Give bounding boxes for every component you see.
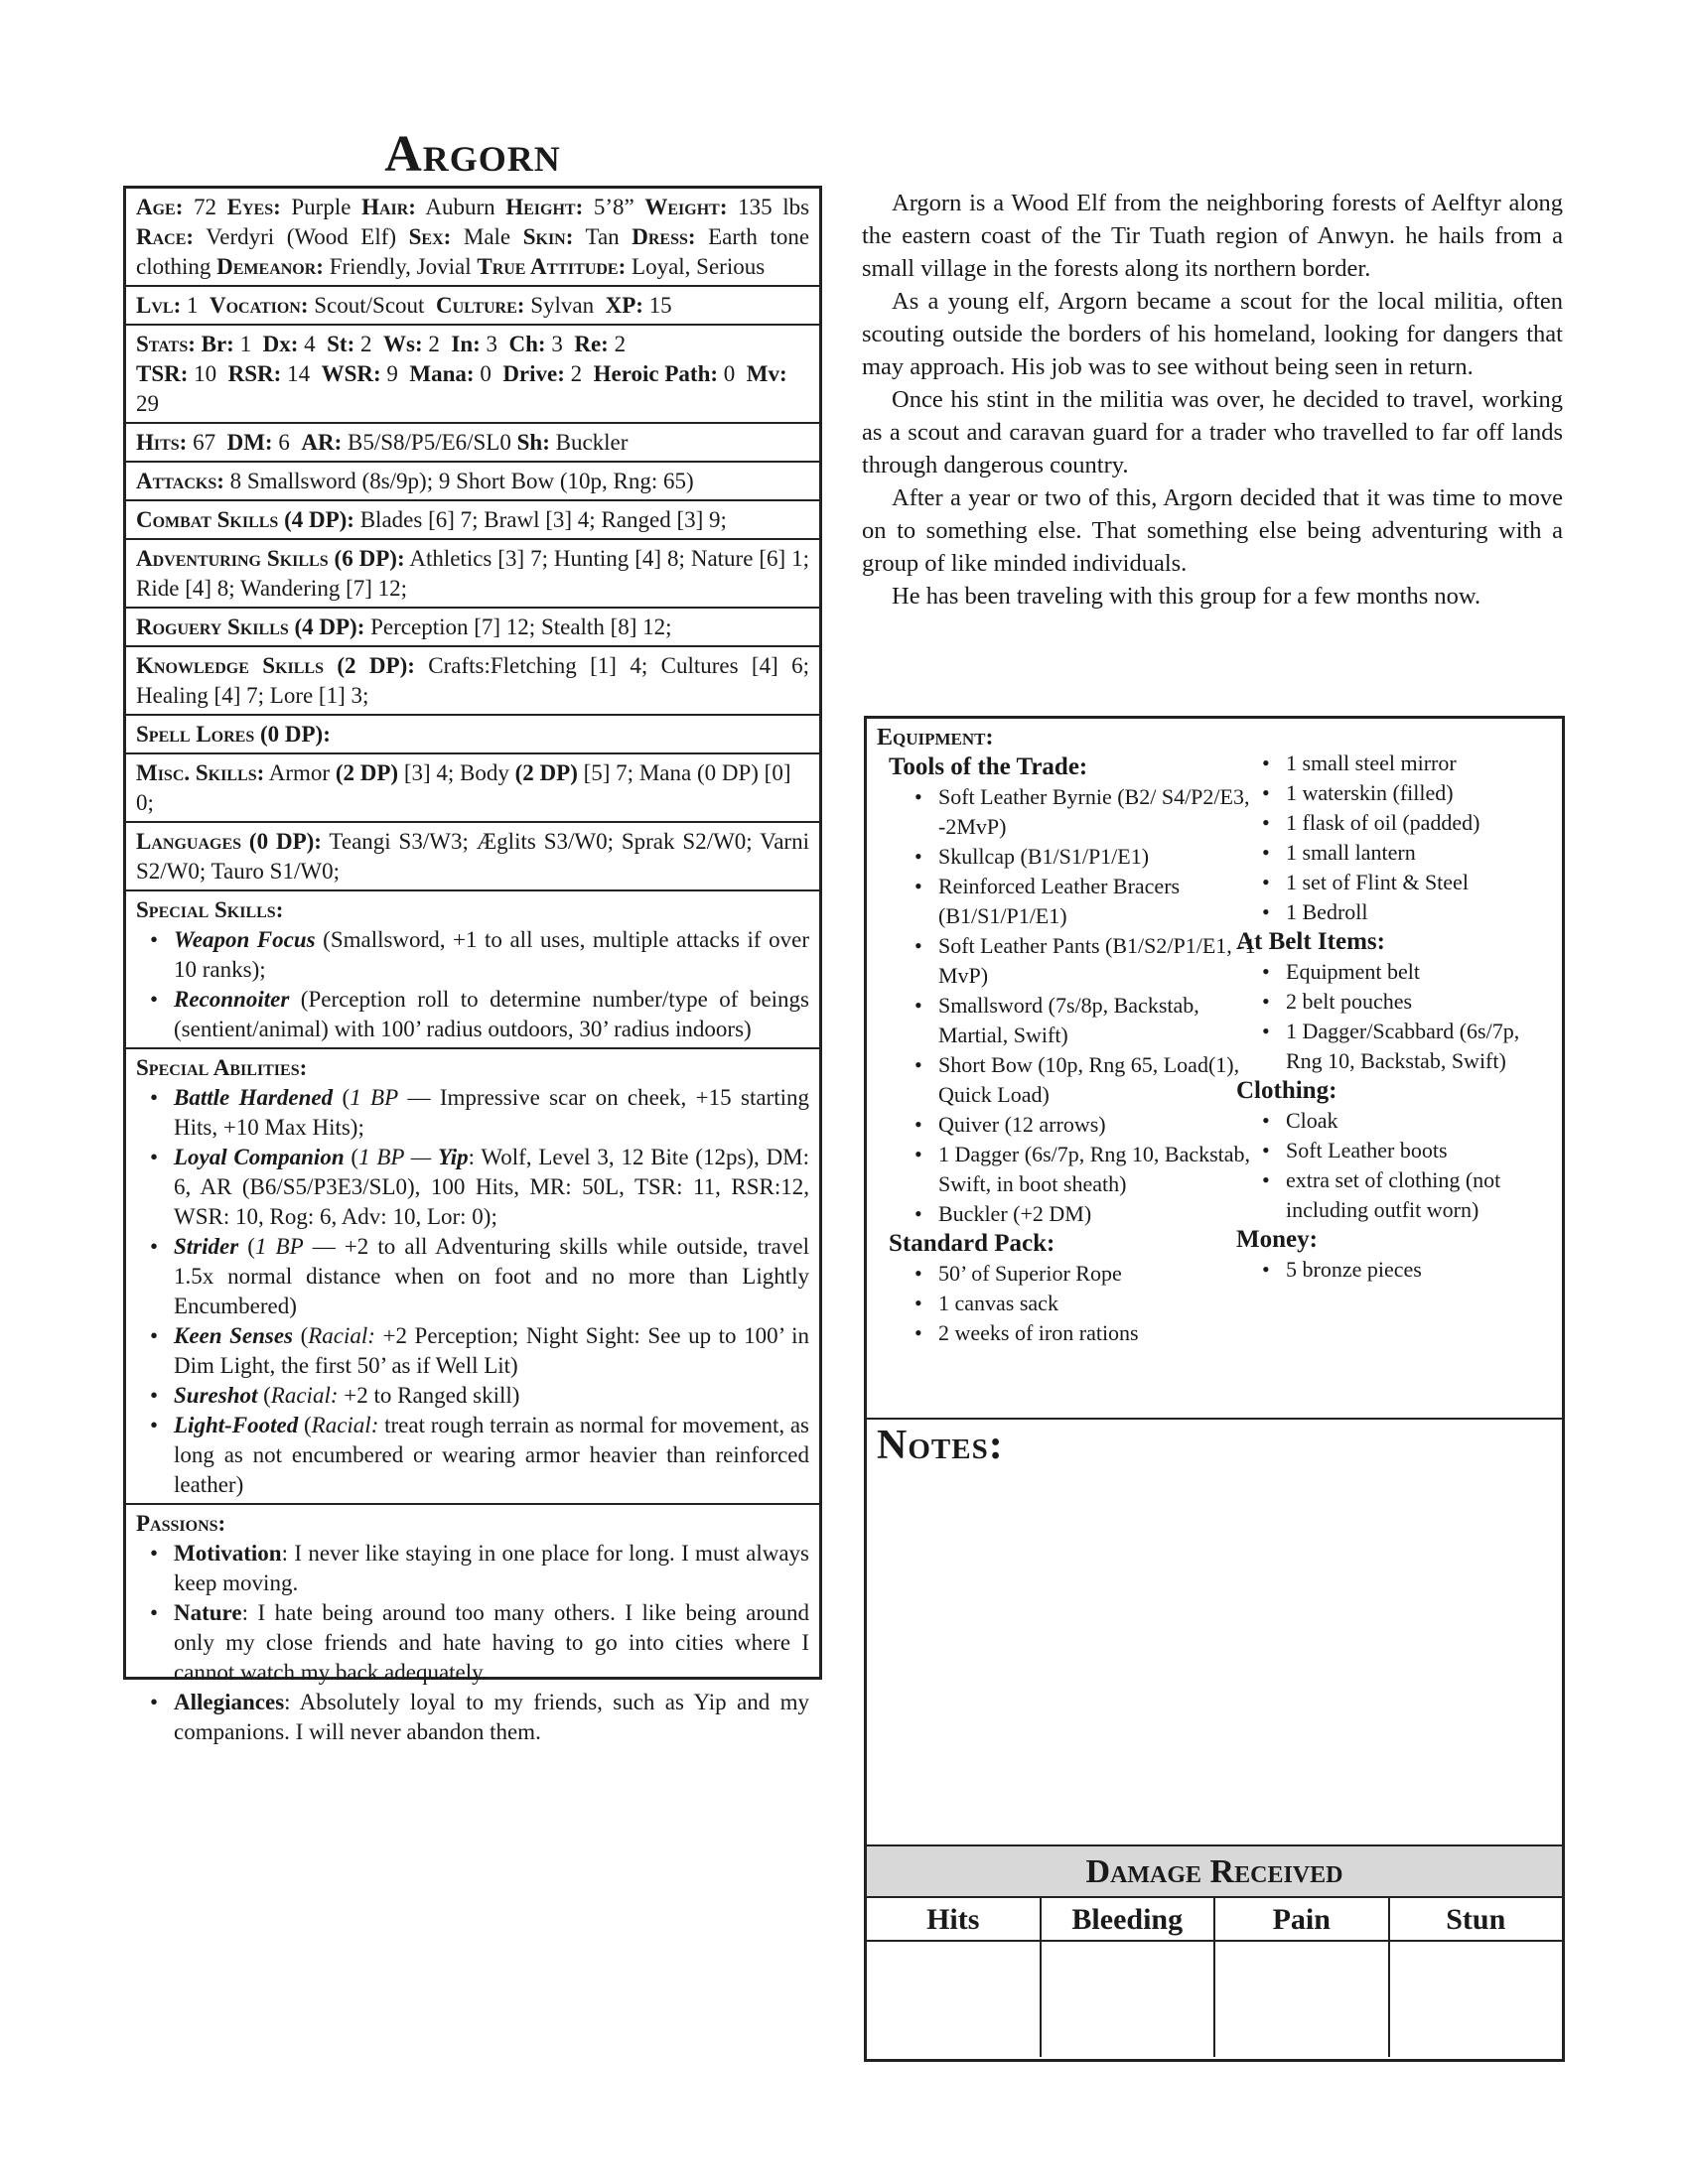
- list-item: • 1 small lantern: [1262, 838, 1554, 868]
- equipment-column-right: [1236, 749, 1554, 1285]
- misc-skills-section: Misc. Skills: Armor (2 DP) [3] 4; Body (2 DP) [5] 7; Mana (0 DP) [0] 0;: [126, 754, 819, 823]
- damage-cells: [867, 1942, 1562, 2057]
- list-item: • Keen Senses (Racial: +2 Perception; Night Sight: See up to 100’ in Dim Light, the first 50’ as if Well Lit): [150, 1321, 809, 1381]
- money-list: [1236, 1255, 1554, 1285]
- list-item: • 5 bronze pieces: [1262, 1255, 1554, 1285]
- damage-cell-hits[interactable]: [867, 1942, 1042, 2057]
- equipment-column-left: [889, 752, 1256, 1348]
- clothing-heading: Clothing:: [1236, 1077, 1337, 1104]
- adventuring-skills-section: Adventuring Skills (6 DP): Athletics [3] 7; Hunting [4] 8; Nature [6] 1; Ride [4] 8; Wandering [7] 12;: [126, 540, 819, 609]
- damage-cell-bleeding[interactable]: [1042, 1942, 1216, 2057]
- list-item: • extra set of clothing (not including outfit worn): [1262, 1165, 1554, 1225]
- bio-paragraph: After a year or two of this, Argorn decided that it was time to move on to something else. That something else being adventuring with a group of like minded individuals.: [862, 484, 1563, 577]
- list-item: • Equipment belt: [1262, 957, 1554, 987]
- list-item: • Sureshot (Racial: +2 to Ranged skill): [150, 1381, 809, 1411]
- list-item: • Short Bow (10p, Rng 65, Load(1), Quick Load): [914, 1050, 1256, 1110]
- list-item: • Strider (1 BP — +2 to all Adventuring skills while outside, travel 1.5x normal distance when on foot and no more than Lightly Encumbered): [150, 1232, 809, 1321]
- list-item: • Buckler (+2 DM): [914, 1199, 1256, 1229]
- list-item: • 2 weeks of iron rations: [914, 1318, 1256, 1348]
- list-item: • Cloak: [1262, 1106, 1554, 1136]
- character-sheet: [123, 186, 822, 1744]
- damage-column-stun: Stun: [1446, 1903, 1506, 1936]
- character-name: Argorn: [384, 126, 561, 183]
- list-item: • Loyal Companion (1 BP — Yip: Wolf, Level 3, 12 Bite (12ps), DM: 6, AR (B6/S5/P3E3/SL0), 100 Hits, MR: 50L, TSR: 11, RSR:12, WSR: 10, Rog: 6, Adv: 10, Lor: 0);: [150, 1143, 809, 1232]
- list-item: • Smallsword (7s/8p, Backstab, Martial, Swift): [914, 991, 1256, 1050]
- list-item: • 1 waterskin (filled): [1262, 778, 1554, 808]
- list-item: • 1 canvas sack: [914, 1289, 1256, 1318]
- attacks-section: Attacks: 8 Smallsword (8s/9p); 9 Short Bow (10p, Rng: 65): [126, 463, 819, 501]
- damage-received-heading: Damage Received: [867, 1846, 1562, 1898]
- list-item: • 1 Dagger/Scabbard (6s/7p, Rng 10, Backstab, Swift): [1262, 1017, 1554, 1076]
- list-item: • Nature: I hate being around too many others. I like being around only my close friends and hate having to go into cities where I cannot watch my back adequately.: [150, 1598, 809, 1688]
- list-item: • Reconnoiter (Perception roll to determine number/type of beings (sentient/animal) with 100’ radius outdoors, 30’ radius indoors): [150, 985, 809, 1044]
- list-item: • Soft Leather Pants (B1/S2/P1/E1, -1 MvP): [914, 931, 1256, 991]
- bio-paragraph: As a young elf, Argorn became a scout for the local militia, often scouting outside the borders of his homeland, looking for dangers that may approach. His job was to see without being seen in return.: [862, 288, 1563, 380]
- special-skills-section: Special Skills: • Weapon Focus (Smallsword, +1 to all uses, multiple attacks if over 10 ranks); • Reconnoiter (Perception roll to determine number/type of beings (sentient/animal) with 100’ radius outdoors, 30’ radius indoors): [126, 891, 819, 1049]
- level-section: Lvl: 1 Vocation: Scout/Scout Culture: Sylvan XP: 15: [126, 287, 819, 326]
- character-biography: [862, 187, 1563, 613]
- list-item: • Battle Hardened (1 BP — Impressive scar on cheek, +15 starting Hits, +10 Max Hits);: [150, 1083, 809, 1143]
- list-item: • Weapon Focus (Smallsword, +1 to all uses, multiple attacks if over 10 ranks);: [150, 925, 809, 985]
- list-item: • Reinforced Leather Bracers (B1/S1/P1/E1): [914, 872, 1256, 931]
- notes-section[interactable]: [867, 1420, 1562, 1846]
- passions-section: Passions: • Motivation: I never like staying in one place for long. I must always keep moving. • Nature: I hate being around too many others. I like being around only my close friends and hate having to go into cities where I cannot watch my back adequately. • Allegiances: Absolutely loyal to my friends, such as Yip and my companions. I will never abandon them.: [126, 1505, 819, 1750]
- bio-paragraph: Argorn is a Wood Elf from the neighboring forests of Aelftyr along the eastern coast of the Tir Tuath region of Anwyn. he hails from a small village in the forests along its northern border.: [862, 190, 1563, 282]
- list-item: • 1 Dagger (6s/7p, Rng 10, Backstab, Swift, in boot sheath): [914, 1140, 1256, 1199]
- damage-cell-stun[interactable]: [1390, 1942, 1563, 2057]
- pack-list-continued: [1236, 749, 1554, 927]
- list-item: • 50’ of Superior Rope: [914, 1259, 1256, 1289]
- hits-section: Hits: 67 DM: 6 AR: B5/S8/P5/E6/SL0 Sh: Buckler: [126, 424, 819, 463]
- list-item: • Quiver (12 arrows): [914, 1110, 1256, 1140]
- bio-paragraph: Once his stint in the militia was over, he decided to travel, working as a scout and caravan guard for a trader who travelled to far off lands through dangerous country.: [862, 386, 1563, 478]
- damage-column-pain: Pain: [1215, 1898, 1390, 1940]
- pack-heading: Standard Pack:: [889, 1230, 1055, 1257]
- clothing-list: [1236, 1106, 1554, 1225]
- roguery-skills-section: Roguery Skills (4 DP): Perception [7] 12; Stealth [8] 12;: [126, 609, 819, 647]
- list-item: • Soft Leather boots: [1262, 1136, 1554, 1165]
- damage-cell-pain[interactable]: [1215, 1942, 1390, 2057]
- spell-lores-section: Spell Lores (0 DP):: [126, 716, 819, 754]
- list-item: • Skullcap (B1/S1/P1/E1): [914, 842, 1256, 872]
- equipment-title: Equipment:: [877, 725, 994, 751]
- list-item: • Soft Leather Byrnie (B2/ S4/P2/E3, -2MvP): [914, 782, 1256, 842]
- bio-paragraph: He has been traveling with this group for a few months now.: [892, 583, 1481, 610]
- languages-section: Languages (0 DP): Teangi S3/W3; Æglits S3/W0; Sprak S2/W0; Varni S2/W0; Tauro S1/W0;: [126, 823, 819, 891]
- belt-heading: At Belt Items:: [1236, 928, 1385, 955]
- list-item: • 1 flask of oil (padded): [1262, 808, 1554, 838]
- list-item: • Allegiances: Absolutely loyal to my friends, such as Yip and my companions. I will never abandon them.: [150, 1688, 809, 1747]
- basics-section: Age: 72 Eyes: Purple Hair: Auburn Height: 5’8” Weight: 135 lbs Race: Verdyri (Wood Elf) Sex: Male Skin: Tan Dress: Earth tone clothing Demeanor: Friendly, Jovial True Attitude: Loyal, Serious: [126, 189, 819, 287]
- belt-list: [1236, 957, 1554, 1076]
- list-item: • 1 small steel mirror: [1262, 749, 1554, 778]
- list-item: • Light-Footed (Racial: treat rough terrain as normal for movement, as long as not encumbered or wearing armor heavier than reinforced leather): [150, 1411, 809, 1500]
- list-item: • 1 set of Flint & Steel: [1262, 868, 1554, 897]
- money-heading: Money:: [1236, 1226, 1318, 1253]
- knowledge-skills-section: Knowledge Skills (2 DP): Crafts:Fletching [1] 4; Cultures [4] 6; Healing [4] 7; Lore [1] 3;: [126, 647, 819, 716]
- tools-heading: Tools of the Trade:: [889, 753, 1088, 780]
- combat-skills-section: Combat Skills (4 DP): Blades [6] 7; Brawl [3] 4; Ranged [3] 9;: [126, 501, 819, 540]
- list-item: • 2 belt pouches: [1262, 987, 1554, 1017]
- special-abilities-section: Special Abilities: • Battle Hardened (1 BP — Impressive scar on cheek, +15 starting Hits, +10 Max Hits); • Loyal Companion (1 BP — Yip: Wolf, Level 3, 12 Bite (12ps), DM: 6, AR (B6/S5/P3E3/SL0), 100 Hits, MR: 50L, TSR: 11, RSR:12, WSR: 10, Rog: 6, Adv: 10, Lor: 0); • Strider (1 BP — +2 to all Adventuring skills while outside, travel 1.5x normal distance when on foot and no more than Lightly Encumbered) • Keen Senses (Racial: +2 Perception; Night Sight: See up to 100’ in Dim Light, the first 50’ as if Well Lit) • Sureshot (Racial: +2 to Ranged skill) • Light-Footed (Racial: treat rough terrain as normal for movement, as long as not encumbered or wearing armor heavier than reinforced leather): [126, 1049, 819, 1505]
- tools-list: [889, 782, 1256, 1229]
- notes-title: Notes:: [877, 1423, 1004, 1468]
- pack-list: [889, 1259, 1256, 1348]
- list-item: • Motivation: I never like staying in one place for long. I must always keep moving.: [150, 1539, 809, 1598]
- damage-columns: [867, 1898, 1562, 1942]
- damage-column-hits: Hits: [867, 1898, 1042, 1940]
- equipment-section: [867, 719, 1562, 1420]
- damage-column-bleeding: Bleeding: [1042, 1898, 1216, 1940]
- stats-section: Stats: Br: 1 Dx: 4 St: 2 Ws: 2 In: 3 Ch: 3 Re: 2 TSR: 10 RSR: 14 WSR: 9 Mana: 0 Drive: 2 Heroic Path: 0 Mv: 29: [126, 326, 819, 424]
- equipment-notes-box: [864, 716, 1565, 2062]
- list-item: • 1 Bedroll: [1262, 897, 1554, 927]
